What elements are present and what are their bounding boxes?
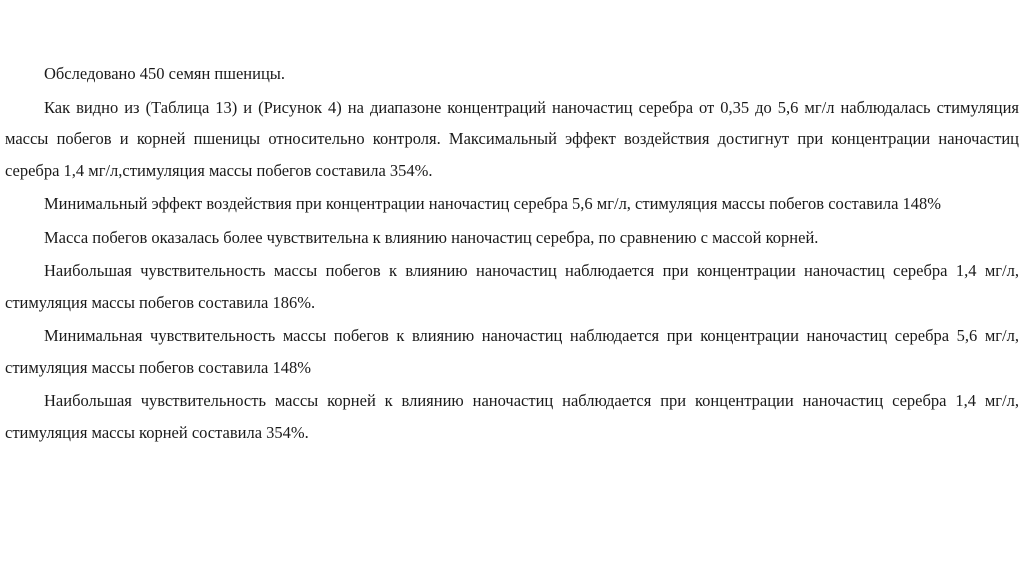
paragraph-minimal-effect: Минимальный эффект воздействия при концентрации наночастиц серебра 5,6 мг/л, стимуляция массы побегов составила 148% [44, 194, 942, 213]
paragraph-max-shoot-sensitivity: Наибольшая чувствительность массы побегов к влиянию наночастиц наблюдается при концентрации наночастиц серебра 1,4 мг/л, стимуляция массы побегов составила 186%. [5, 261, 1019, 312]
paragraph-max-root-sensitivity: Наибольшая чувствительность массы корней к влиянию наночастиц наблюдается при концентрации наночастиц серебра 1,4 мг/л, стимуляция массы корней составила 354%. [5, 391, 1019, 442]
paragraph-shoot-sensitivity: Масса побегов оказалась более чувствительна к влиянию наночастиц серебра, по сравнению с массой корней. [44, 227, 819, 247]
paragraph-concentration-range: Как видно из (Таблица 13) и (Рисунок 4) на диапазоне концентраций наночастиц серебра от 0,35 до 5,6 мг/л наблюдалась стимуляция массы побегов и корней пшеницы относительно контроля. Максимальный эффект воздействия достигнут при концентрации наночастиц серебра 1,4 мг/л,стимуляция массы побегов составила 354%. [5, 97, 1019, 180]
paragraph-min-shoot-sensitivity: Минимальная чувствительность массы побегов к влиянию наночастиц наблюдается при концентрации наночастиц серебра 5,6 мг/л, стимуляция массы побегов составила 148% [5, 326, 1019, 377]
paragraph-seeds-count: Обследовано 450 семян пшеницы. [44, 64, 285, 83]
document-body [5, 58, 1019, 450]
